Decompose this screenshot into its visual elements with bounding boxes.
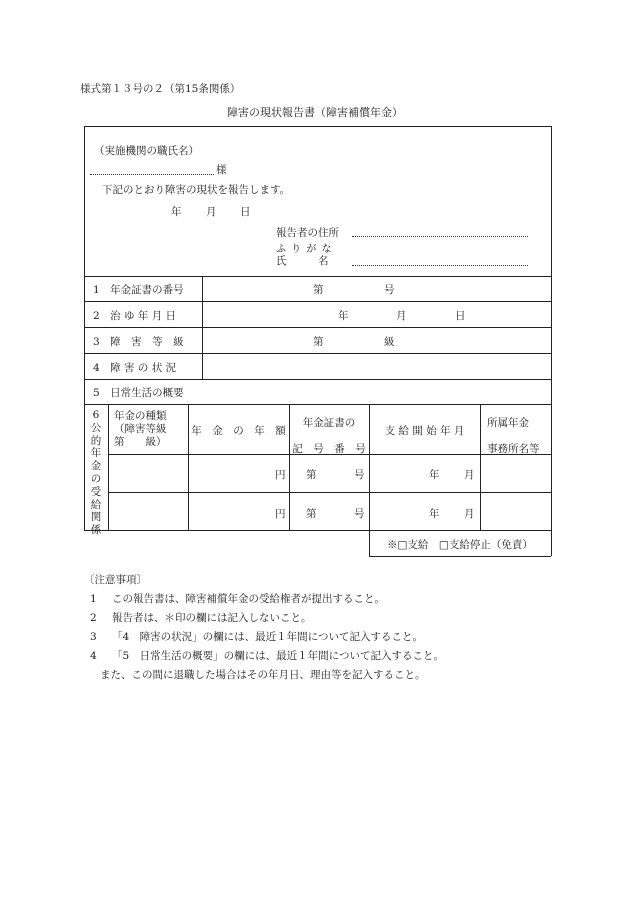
- date-day-label: 日: [240, 206, 251, 218]
- d2-suffix: 号: [354, 508, 365, 520]
- public-pension-side-label: 6 公 的 年 金 の 受 給 関 係: [90, 409, 102, 537]
- row2-month: 月: [396, 310, 407, 322]
- certificate-number-header: 年金証書の 記 号 番 号: [292, 417, 366, 455]
- d2-prefix: 第: [306, 508, 317, 520]
- reporter-address-label: 報告者の住所: [276, 227, 339, 239]
- row-cure-date-label: 2 治 ゆ 年 月 日: [93, 310, 177, 322]
- d1-yen: 円: [275, 469, 286, 481]
- date-month-label: 月: [206, 206, 217, 218]
- payment-start-header: 支 給 開 始 年 月: [384, 425, 465, 437]
- note-item: 3 「4 障害の状況」の欄には、最近１年間について記入すること。: [90, 631, 423, 643]
- row3-suffix: 級: [384, 336, 395, 348]
- pension-type-header: 年金の種類 （障害等級 第 級）: [114, 410, 167, 448]
- note-item: 4 「5 日常生活の概要」の欄には、最近１年間について記入すること。: [90, 650, 444, 662]
- d1-suffix: 号: [354, 469, 365, 481]
- agency-label: （実施機関の職氏名）: [94, 145, 199, 157]
- note-item: 1 この報告書は、障害補償年金の受給権者が提出すること。: [90, 593, 385, 605]
- reporter-name-label: 氏 名: [276, 255, 329, 267]
- d2-yen: 円: [275, 508, 286, 520]
- intro-text: 下記のとおり障害の現状を報告します。: [102, 184, 291, 196]
- pension-office-header: 所属年金 事務所名等: [487, 417, 540, 455]
- row2-day: 日: [455, 310, 466, 322]
- document-title: 障害の現状報告書（障害補償年金）: [227, 106, 403, 119]
- furigana-label: ふ り が な: [276, 244, 333, 255]
- reporter-address-field[interactable]: [352, 236, 528, 237]
- d1-prefix: 第: [306, 469, 317, 481]
- honorific: 様: [216, 164, 227, 176]
- row-disability-grade-label: 3 障 害 等 級: [93, 336, 184, 348]
- row1-suffix: 号: [384, 284, 395, 296]
- report-form: [84, 126, 551, 556]
- row1-prefix: 第: [313, 284, 324, 296]
- d2-month: 月: [464, 508, 475, 520]
- notes-heading: 〔注意事項〕: [84, 574, 147, 586]
- payment-status-box: ※□支給 □支給停止（免責）: [387, 539, 533, 551]
- reporter-name-field[interactable]: [352, 265, 528, 266]
- agency-field[interactable]: [90, 174, 214, 175]
- note-continuation: また、この間に退職した場合はその年月日、理由等を記入すること。: [100, 669, 426, 681]
- annual-amount-header: 年 金 の 年 額: [191, 425, 286, 437]
- row2-year: 年: [338, 310, 349, 322]
- d1-month: 月: [464, 469, 475, 481]
- row-disability-status-label: 4 障 害 の 状 況: [93, 362, 177, 374]
- form-number-label: 様式第１３号の２（第15条関係）: [80, 83, 241, 95]
- row-daily-life-label: 5 日常生活の概要: [93, 387, 184, 399]
- note-item: 2 報告者は、＊印の欄には記入しないこと。: [90, 612, 312, 624]
- row3-prefix: 第: [313, 336, 324, 348]
- notes-section: [84, 571, 444, 685]
- date-year-label: 年: [171, 206, 182, 218]
- row-pension-certificate-label: 1 年金証書の番号: [93, 284, 184, 296]
- d1-year: 年: [429, 469, 440, 481]
- d2-year: 年: [429, 508, 440, 520]
